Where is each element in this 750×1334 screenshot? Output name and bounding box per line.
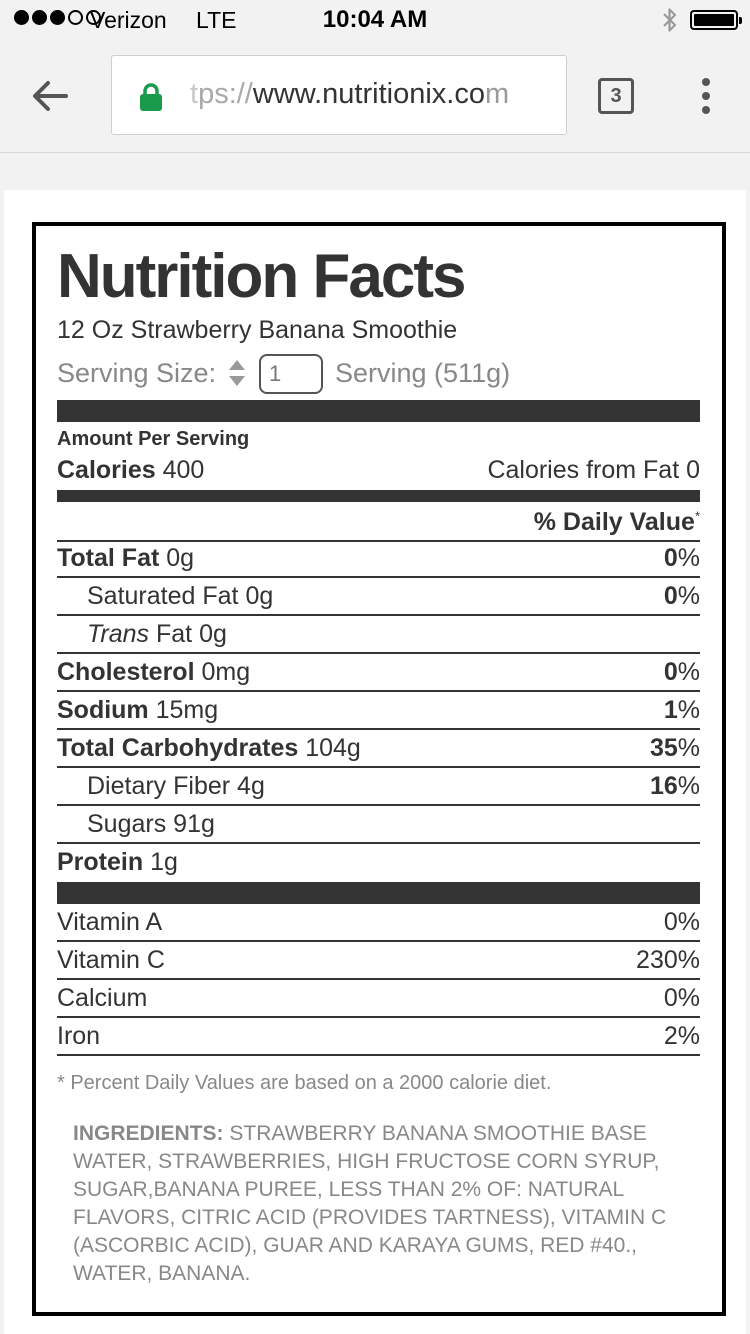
url-text[interactable]: tps://www.nutritionix.com — [190, 78, 510, 110]
vitamin-daily-value: 0% — [663, 908, 700, 936]
divider-medium — [57, 490, 700, 502]
divider-thick — [57, 400, 700, 422]
daily-value-header: % Daily Value — [533, 508, 695, 536]
nutrient-amount: 0g — [245, 582, 274, 610]
food-name: 12 Oz Strawberry Banana Smoothie — [57, 316, 458, 344]
lock-icon — [138, 82, 164, 112]
amount-per-serving: Amount Per Serving — [57, 428, 250, 450]
nutrient-row — [57, 616, 700, 654]
more-options-icon[interactable] — [700, 78, 712, 118]
content-card — [4, 190, 746, 1334]
nutrient-name: Cholesterol — [57, 658, 195, 686]
nutrient-daily-value: 0 — [663, 544, 678, 572]
calories-from-fat: Calories from Fat 0 — [487, 456, 700, 484]
label-title: Nutrition Facts — [57, 242, 465, 311]
daily-value-header-row — [57, 502, 700, 542]
nutrient-name: Protein — [57, 848, 144, 876]
vitamin-row — [57, 980, 700, 1018]
nutrient-name: Trans — [87, 620, 150, 648]
nutrient-amount: 15mg — [155, 696, 219, 724]
vitamin-name: Vitamin C — [57, 946, 165, 974]
nutrient-row — [57, 578, 700, 616]
stepper-arrows-icon[interactable] — [227, 358, 247, 388]
vitamin-row — [57, 942, 700, 980]
ingredients-text: STRAWBERRY BANANA SMOOTHIE BASE WATER, STRAWBERRIES, HIGH FRUCTOSE CORN SYRUP, SUGAR,BANANA PUREE, LESS THAN 2% OF: NATURAL FLAVORS, CITRIC ACID (PROVIDES TARTNESS), VITAMIN C (ASCORBIC ACID), GUAR AND KARAYA GUMS, RED #40., WATER, BANANA. — [73, 1122, 667, 1285]
percent-sign: % — [677, 772, 700, 800]
nutrient-row — [57, 692, 700, 730]
nutrient-name: Total Fat — [57, 544, 160, 572]
nutrient-row — [57, 730, 700, 768]
nutrient-amount: 0mg — [201, 658, 251, 686]
nutrient-name: Saturated Fat — [87, 582, 239, 610]
calories-row — [57, 452, 700, 490]
vitamin-name: Iron — [57, 1022, 101, 1050]
serving-quantity-input[interactable] — [259, 354, 323, 394]
percent-sign: % — [677, 544, 700, 572]
nutrient-name: Total Carbohydrates — [57, 734, 299, 762]
percent-sign: % — [677, 734, 700, 762]
bluetooth-icon — [660, 6, 680, 34]
nutrient-amount: 4g — [237, 772, 265, 800]
percent-sign: % — [677, 658, 700, 686]
serving-size-label: Serving Size: — [57, 358, 217, 388]
nutrient-amount: 104g — [305, 734, 361, 762]
back-arrow-icon[interactable] — [30, 76, 70, 116]
nutrient-name: Dietary Fiber — [87, 772, 231, 800]
nutrient-row — [57, 806, 700, 844]
nutrient-amount: 1g — [150, 848, 178, 876]
nutrient-daily-value: 0 — [663, 658, 678, 686]
network-type: LTE — [196, 7, 237, 33]
nutrient-row — [57, 844, 700, 880]
nutrient-daily-value: 16 — [649, 772, 678, 800]
serving-unit: Serving (511g) — [335, 358, 511, 388]
nutrient-daily-value: 0 — [663, 582, 678, 610]
tab-switcher-button[interactable]: 3 — [598, 78, 634, 114]
nutrient-row — [57, 768, 700, 806]
nutrient-name: Sugars — [87, 810, 167, 838]
vitamin-daily-value: 230% — [636, 946, 700, 974]
calories-label: Calories — [57, 456, 156, 484]
nutrient-name-suffix: Fat — [149, 620, 193, 648]
page-content — [0, 166, 750, 1334]
vitamin-name: Calcium — [57, 984, 148, 1012]
daily-value-asterisk: * — [694, 508, 700, 524]
vitamin-name: Vitamin A — [57, 908, 163, 936]
vitamin-row — [57, 904, 700, 942]
nutrient-daily-value: 35 — [649, 734, 678, 762]
nutrient-daily-value: 1 — [663, 696, 678, 724]
vitamin-daily-value: 0% — [663, 984, 700, 1012]
address-bar[interactable] — [111, 55, 567, 135]
percent-sign: % — [677, 582, 700, 610]
nutrient-name: Sodium — [57, 696, 149, 724]
nutrient-amount: 0g — [199, 620, 227, 648]
nutrient-row — [57, 654, 700, 692]
browser-toolbar — [0, 40, 750, 153]
divider-thick — [57, 882, 700, 904]
vitamin-row — [57, 1018, 700, 1056]
nutrient-amount: 0g — [166, 544, 195, 572]
ingredients — [73, 1120, 703, 1288]
nutrient-amount: 91g — [173, 810, 215, 838]
nutrition-label — [32, 222, 726, 1316]
footnote: * Percent Daily Values are based on a 2000 calorie diet. — [57, 1072, 552, 1094]
clock: 10:04 AM — [322, 6, 428, 33]
ingredients-label: INGREDIENTS: — [73, 1122, 224, 1145]
vitamin-daily-value: 2% — [663, 1022, 700, 1050]
battery-icon — [690, 10, 738, 30]
calories-value: 400 — [162, 456, 205, 484]
carrier-name: Verizon — [90, 7, 167, 33]
percent-sign: % — [677, 696, 700, 724]
status-bar — [0, 0, 750, 40]
nutrient-row — [57, 540, 700, 578]
